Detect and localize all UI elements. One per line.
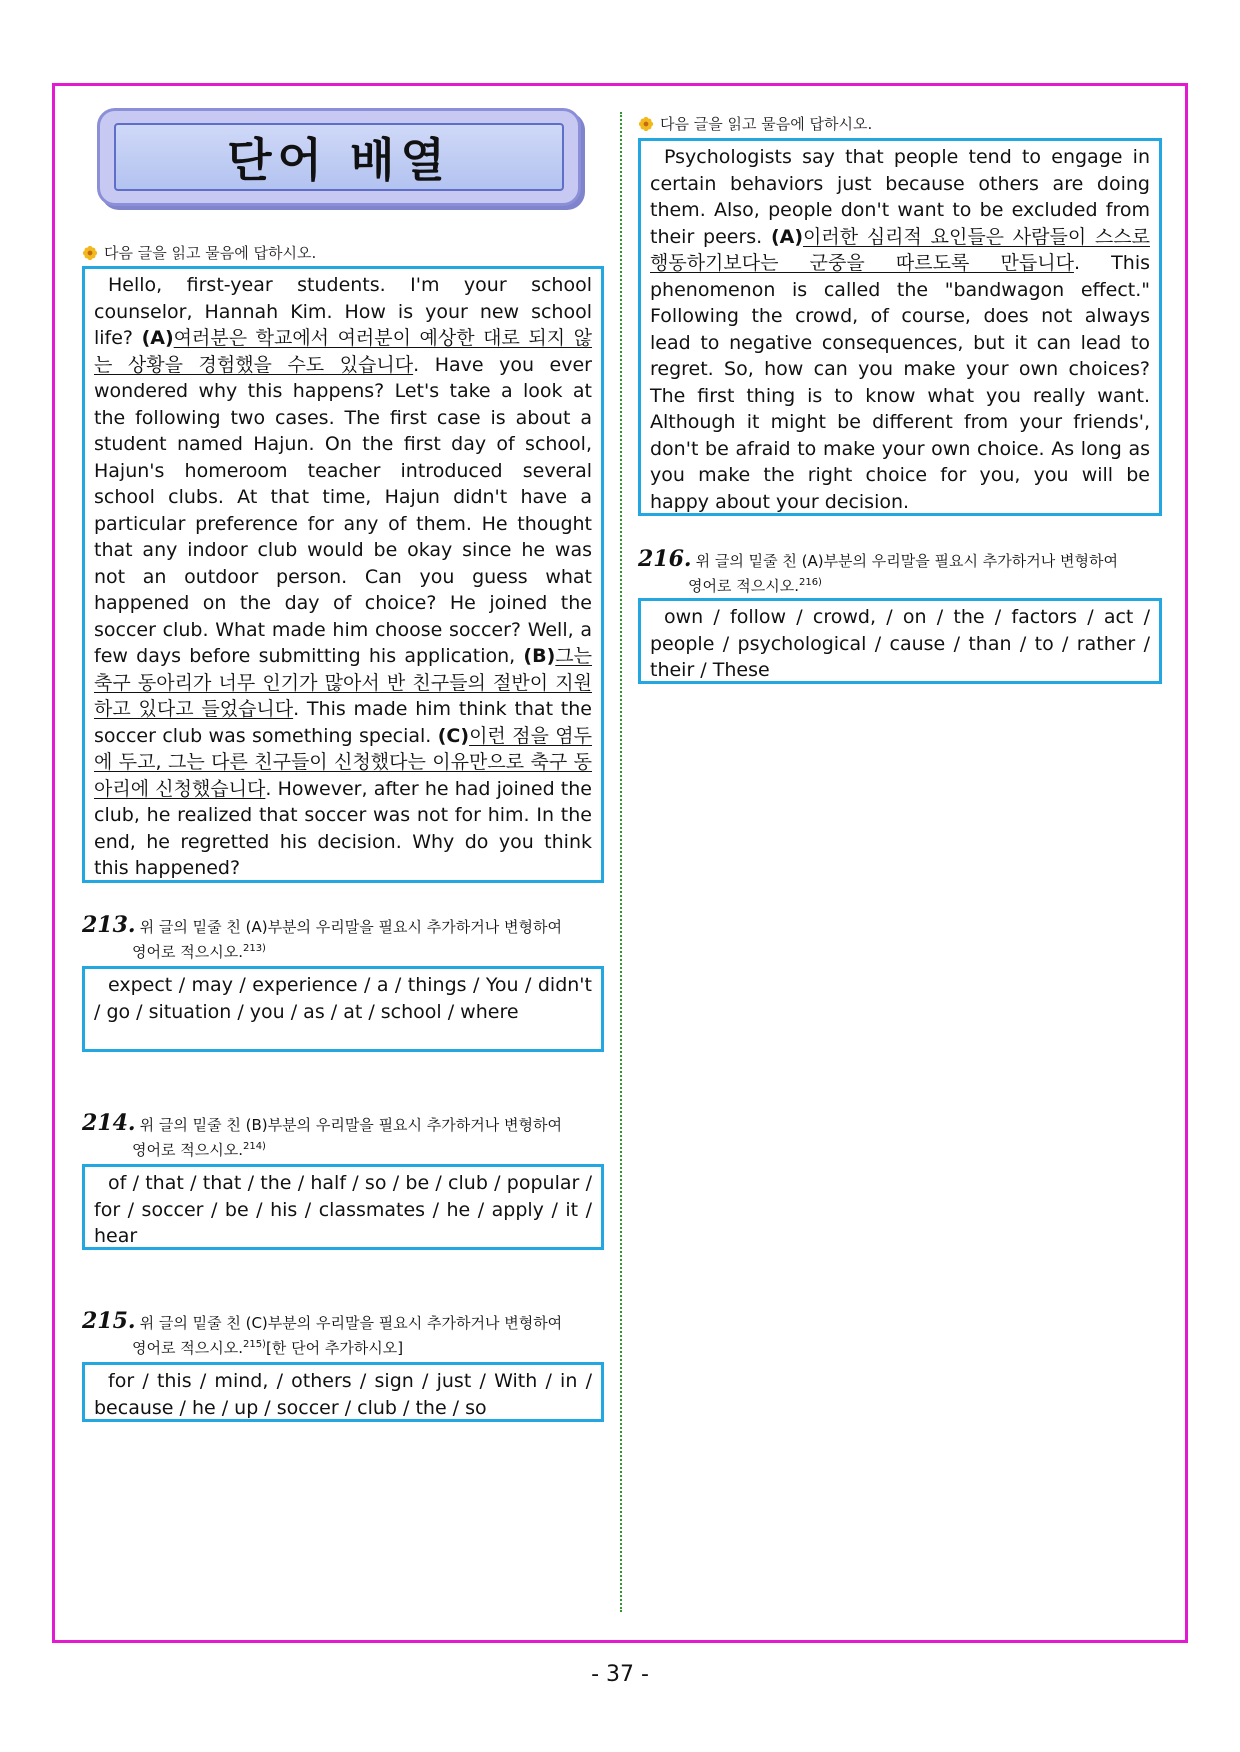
question-text: 위 글의 밑줄 친 (A)부분의 우리말을 필요시 추가하거나 변형하여 [139,918,562,936]
question-text: 위 글의 밑줄 친 (B)부분의 우리말을 필요시 추가하거나 변형하여 [139,1116,562,1134]
answer-box-215 [82,1362,604,1422]
right-instruction [638,113,872,134]
title-badge-inner [114,123,564,191]
question-216 [638,548,1162,597]
question-text: 영어로 적으시오. [132,1339,243,1357]
instruction-text: 다음 글을 읽고 물음에 답하시오. [660,115,873,133]
passage-text: Hello, first-year students. I'm your school counselor, Hannah Kim. How is your new school life? [94,274,592,349]
left-passage-box [82,266,604,883]
answer-box-214 [82,1164,604,1250]
footnote-ref: 213) [242,943,266,954]
question-214 [82,1112,604,1161]
left-instruction [82,242,316,263]
footnote-ref: 214) [242,1141,266,1152]
underlined-a: 여러분은 학교에서 여러분이 예상한 대로 되지 않는 상황을 경험했을 수도 있습니다 [94,327,593,376]
passage-text: . This phenomenon is called the "bandwagon effect." Following the crowd, of course, does not always lead to negative consequences, but it can lead to regret. So, how can you make your own choices? The first thing is to know what you really want. Although it might be different from your friends', don't be afraid to make your own choice. As long as you make the right choice for you, you will be happy about your decision. [650,252,1150,513]
answer-box-216 [638,598,1162,684]
footnote-ref: 216) [798,577,822,588]
marker-a: (A) [770,225,804,248]
answer-box-213 [82,966,604,1052]
question-213 [82,914,604,963]
passage-text: Psychologists say that people tend to engage in certain behaviors just because others are doing them. Also, people don't want to be excluded from their peers. [650,146,1150,248]
question-number: 216. [638,546,692,572]
word-bank: own / follow / crowd, / on / the / factors / act / people / psychological / cause / than / to / rather / their / These [650,606,1150,681]
word-bank: of / that / that / the / half / so / be / club / popular / for / soccer / be / his / classmates / he / apply / it / hear [94,1172,592,1247]
underlined-c: 이런 점을 염두에 두고, 그는 다른 친구들이 신청했다는 이유만으로 축구 동아리에 신청했습니다 [94,724,592,800]
page-number: - 37 - [591,1662,649,1687]
question-number: 215. [82,1308,136,1334]
column-divider [620,112,622,1612]
passage-text: . This made him think that the soccer club was something special. [94,698,592,747]
left-passage [94,272,592,882]
title-badge [97,108,581,206]
passage-text: . However, after he had joined the club, he realized that soccer was not for him. In the end, he regretted his decision. Why do you think this happened? [94,777,592,879]
question-text: 위 글의 밑줄 친 (A)부분의 우리말을 필요시 추가하거나 변형하여 [695,552,1118,570]
question-note: [한 단어 추가하시오] [265,1339,404,1357]
question-text: 영어로 적으시오. [688,577,799,595]
question-text: 영어로 적으시오. [132,1141,243,1159]
question-number: 214. [82,1110,136,1136]
flower-icon [638,116,654,132]
footnote-ref: 215) [242,1339,266,1350]
underlined-b: 그는 축구 동아리가 너무 인기가 많아서 반 친구들의 절반이 지원하고 있다고 들었습니다 [94,645,592,720]
passage-text: . Have you ever wondered why this happens? Let's take a look at the following two cases. The first case is about a student named Hajun. On the first day of school, Hajun's homeroom teacher introduced several school clubs. At that time, Hajun didn't have a particular preference for any of them. He thought that any indoor club would be okay since he was not an outdoor person. Can you guess what happened on the day of choice? He joined the soccer club. What made him choose soccer? Well, a few days before submitting his application, [94,353,592,667]
question-text: 위 글의 밑줄 친 (C)부분의 우리말을 필요시 추가하거나 변형하여 [139,1314,563,1332]
flower-icon [82,245,98,261]
question-number: 213. [82,912,136,938]
word-bank: for / this / mind, / others / sign / just / With / in / because / he / up / soccer / club / the / so [94,1370,592,1419]
marker-b: (B) [523,645,556,667]
marker-a: (A) [141,327,174,349]
page-title: 단어 배열 [227,133,451,187]
right-passage-box [638,138,1162,516]
underlined-a: 이러한 심리적 요인들은 사람들이 스스로 행동하기보다는 군중을 따르도록 만듭니다 [650,225,1150,274]
word-bank: expect / may / experience / a / things / You / didn't / go / situation / you / as / at / school / where [94,974,592,1023]
question-text: 영어로 적으시오. [132,943,243,961]
right-passage [650,144,1150,515]
question-215 [82,1310,604,1359]
instruction-text: 다음 글을 읽고 물음에 답하시오. [104,244,317,262]
marker-c: (C) [437,724,470,747]
